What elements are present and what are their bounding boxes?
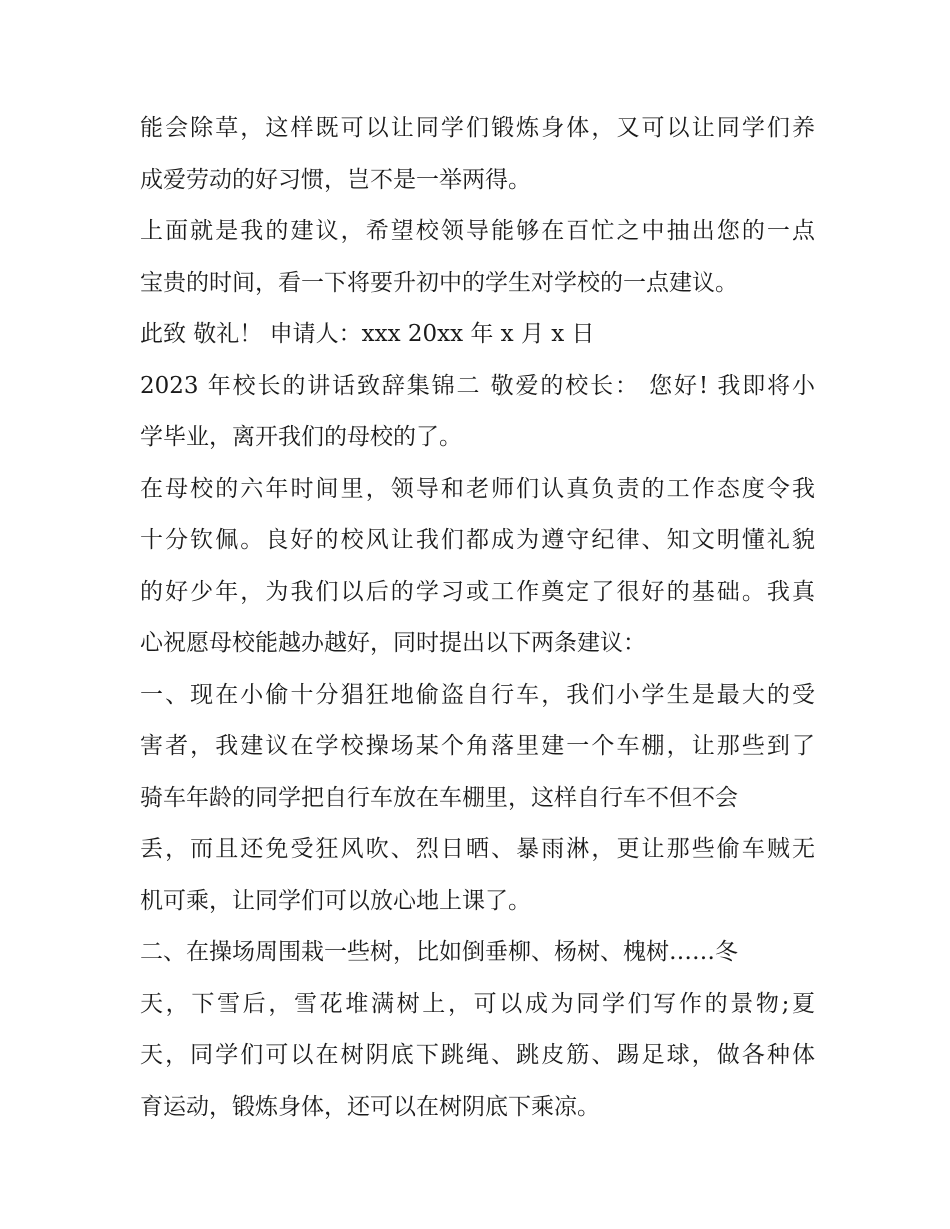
- text-line: 育运动，锻炼身体，还可以在树阴底下乘凉。: [140, 1093, 600, 1120]
- text-line: 一、现在小偷十分猖狂地偷盗自行车，我们小学生是最大的受: [140, 681, 815, 708]
- text-line: 十分钦佩。良好的校风让我们都成为遵守纪律、知文明懂礼貌: [140, 527, 815, 553]
- text-line: 二、在操场周围栽一些树，比如倒垂柳、杨树、槐树……冬: [140, 939, 738, 965]
- text-line: 学毕业，离开我们的母校的了。: [140, 424, 462, 450]
- text-line: 成爱劳动的好习惯，岂不是一举两得。: [140, 166, 531, 193]
- text-line: 能会除草，这样既可以让同学们锻炼身体，又可以让同学们养: [140, 115, 815, 141]
- text-line: 天，下雪后，雪花堆满树上，可以成为同学们写作的景物;夏: [140, 990, 815, 1017]
- signature-line: 此致 敬礼！ 申请人：xxx 20xx 年 x 月 x 日: [140, 321, 595, 347]
- text-line: 骑车年龄的同学把自行车放在车棚里，这样自行车不但不会: [140, 784, 738, 811]
- text-line: 害者，我建议在学校操场某个角落里建一个车棚，让那些到了: [140, 733, 815, 759]
- text-line: 2023 年校长的讲话致辞集锦二 敬爱的校长： 您好! 我即将小: [140, 372, 815, 399]
- text-line: 的好少年，为我们以后的学习或工作奠定了很好的基础。我真: [140, 578, 815, 605]
- text-line: 机可乘，让同学们可以放心地上课了。: [140, 887, 531, 914]
- text-line: 上面就是我的建议，希望校领导能够在百忙之中抽出您的一点: [140, 218, 815, 244]
- text-line: 宝贵的时间，看一下将要升初中的学生对学校的一点建议。: [140, 269, 738, 296]
- text-line: 心祝愿母校能越办越好，同时提出以下两条建议：: [140, 630, 646, 656]
- document-body: [140, 103, 815, 1133]
- text-line: 丢，而且还免受狂风吹、烈日晒、暴雨淋，更让那些偷车贼无: [140, 836, 815, 862]
- text-line: 天，同学们可以在树阴底下跳绳、跳皮筋、踢足球，做各种体: [140, 1042, 815, 1068]
- text-line: 在母校的六年时间里，领导和老师们认真负责的工作态度令我: [140, 475, 815, 502]
